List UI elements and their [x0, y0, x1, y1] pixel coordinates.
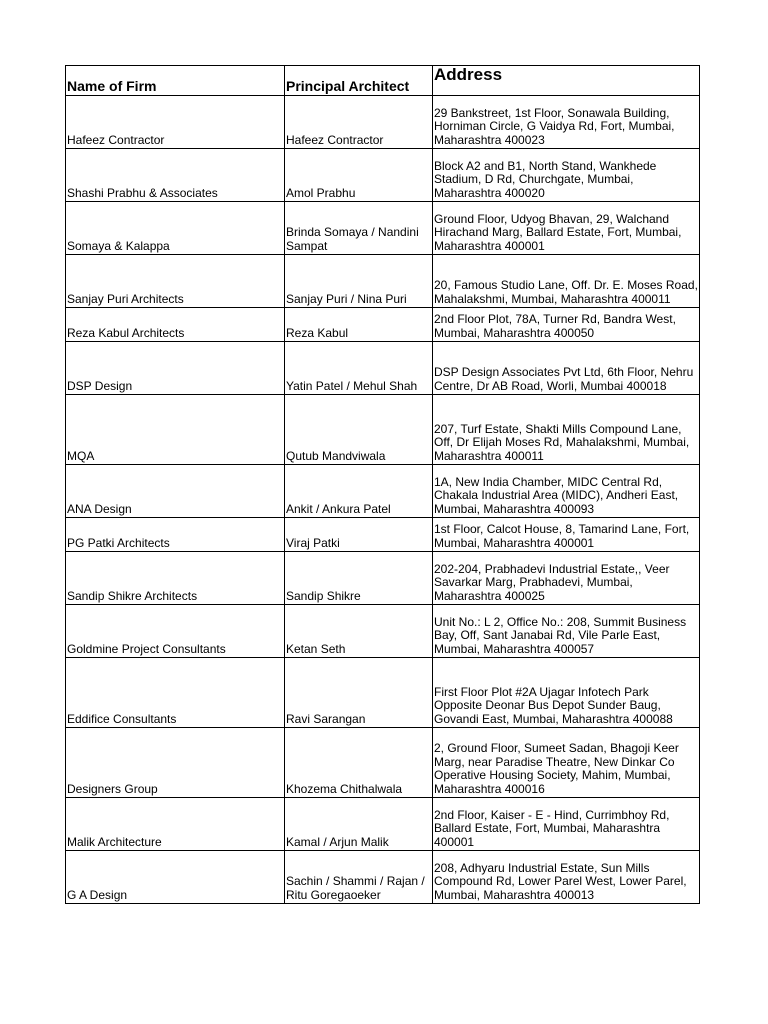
architect-firms-table	[65, 65, 700, 904]
table-row	[66, 552, 700, 605]
principal-architect-cell: Kamal / Arjun Malik	[285, 798, 433, 851]
address-cell: 208, Adhyaru Industrial Estate, Sun Mills Compound Rd, Lower Parel West, Lower Parel, Mumbai, Maharashtra 400013	[433, 851, 700, 904]
principal-architect-cell: Sachin / Shammi / Rajan / Ritu Goregaoeker	[285, 851, 433, 904]
header-architect: Principal Architect	[285, 66, 433, 96]
address-cell: Unit No.: L 2, Office No.: 208, Summit Business Bay, Off, Sant Janabai Rd, Vile Parle East, Mumbai, Maharashtra 400057	[433, 605, 700, 658]
firm-name-cell: Somaya & Kalappa	[66, 202, 285, 255]
principal-architect-cell: Brinda Somaya / Nandini Sampat	[285, 202, 433, 255]
principal-architect-cell: Hafeez Contractor	[285, 96, 433, 149]
address-cell: First Floor Plot #2A Ujagar Infotech Park Opposite Deonar Bus Depot Sunder Baug, Govandi East, Mumbai, Maharashtra 400088	[433, 658, 700, 728]
principal-architect-cell: Sandip Shikre	[285, 552, 433, 605]
firm-name-cell: Eddifice Consultants	[66, 658, 285, 728]
firm-name-cell: Designers Group	[66, 728, 285, 798]
address-cell: 2nd Floor Plot, 78A, Turner Rd, Bandra West, Mumbai, Maharashtra 400050	[433, 308, 700, 342]
firm-name-cell: MQA	[66, 395, 285, 465]
principal-architect-cell: Ravi Sarangan	[285, 658, 433, 728]
table-row	[66, 658, 700, 728]
address-cell: 20, Famous Studio Lane, Off. Dr. E. Moses Road, Mahalakshmi, Mumbai, Maharashtra 400011	[433, 255, 700, 308]
firm-name-cell: Hafeez Contractor	[66, 96, 285, 149]
table-row	[66, 308, 700, 342]
table-row	[66, 149, 700, 202]
address-cell: 1A, New India Chamber, MIDC Central Rd, Chakala Industrial Area (MIDC), Andheri East, Mumbai, Maharashtra 400093	[433, 465, 700, 518]
principal-architect-cell: Ankit / Ankura Patel	[285, 465, 433, 518]
address-cell: 2nd Floor, Kaiser - E - Hind, Currimbhoy Rd, Ballard Estate, Fort, Mumbai, Maharashtra 400001	[433, 798, 700, 851]
table-row	[66, 798, 700, 851]
firm-name-cell: G A Design	[66, 851, 285, 904]
principal-architect-cell: Amol Prabhu	[285, 149, 433, 202]
firm-name-cell: Malik Architecture	[66, 798, 285, 851]
firm-name-cell: Sandip Shikre Architects	[66, 552, 285, 605]
table-body	[66, 96, 700, 904]
header-address: Address	[433, 66, 700, 96]
address-cell: 202-204, Prabhadevi Industrial Estate,, Veer Savarkar Marg, Prabhadevi, Mumbai, Maharashtra 400025	[433, 552, 700, 605]
firm-name-cell: Goldmine Project Consultants	[66, 605, 285, 658]
principal-architect-cell: Sanjay Puri / Nina Puri	[285, 255, 433, 308]
firm-name-cell: DSP Design	[66, 342, 285, 395]
header-firm: Name of Firm	[66, 66, 285, 96]
table-row	[66, 605, 700, 658]
firm-name-cell: ANA Design	[66, 465, 285, 518]
address-cell: 207, Turf Estate, Shakti Mills Compound Lane, Off, Dr Elijah Moses Rd, Mahalakshmi, Mumbai, Maharashtra 400011	[433, 395, 700, 465]
firm-name-cell: Sanjay Puri Architects	[66, 255, 285, 308]
table-row	[66, 202, 700, 255]
table-row	[66, 395, 700, 465]
table-row	[66, 851, 700, 904]
firm-name-cell: PG Patki Architects	[66, 518, 285, 552]
address-cell: Block A2 and B1, North Stand, Wankhede Stadium, D Rd, Churchgate, Mumbai, Maharashtra 400020	[433, 149, 700, 202]
principal-architect-cell: Ketan Seth	[285, 605, 433, 658]
table-row	[66, 96, 700, 149]
address-cell: 1st Floor, Calcot House, 8, Tamarind Lane, Fort, Mumbai, Maharashtra 400001	[433, 518, 700, 552]
principal-architect-cell: Yatin Patel / Mehul Shah	[285, 342, 433, 395]
table-row	[66, 728, 700, 798]
spreadsheet-page	[65, 65, 700, 904]
header-row	[66, 66, 700, 96]
address-cell: Ground Floor, Udyog Bhavan, 29, Walchand Hirachand Marg, Ballard Estate, Fort, Mumbai, Maharashtra 400001	[433, 202, 700, 255]
firm-name-cell: Reza Kabul Architects	[66, 308, 285, 342]
address-cell: DSP Design Associates Pvt Ltd, 6th Floor, Nehru Centre, Dr AB Road, Worli, Mumbai 400018	[433, 342, 700, 395]
firm-name-cell: Shashi Prabhu & Associates	[66, 149, 285, 202]
table-row	[66, 342, 700, 395]
principal-architect-cell: Khozema Chithalwala	[285, 728, 433, 798]
table-row	[66, 465, 700, 518]
table-row	[66, 255, 700, 308]
principal-architect-cell: Qutub Mandviwala	[285, 395, 433, 465]
address-cell: 2, Ground Floor, Sumeet Sadan, Bhagoji Keer Marg, near Paradise Theatre, New Dinkar Co Operative Housing Society, Mahim, Mumbai, Maharashtra 400016	[433, 728, 700, 798]
table-row	[66, 518, 700, 552]
principal-architect-cell: Reza Kabul	[285, 308, 433, 342]
address-cell: 29 Bankstreet, 1st Floor, Sonawala Building, Horniman Circle, G Vaidya Rd, Fort, Mumbai, Maharashtra 400023	[433, 96, 700, 149]
principal-architect-cell: Viraj Patki	[285, 518, 433, 552]
